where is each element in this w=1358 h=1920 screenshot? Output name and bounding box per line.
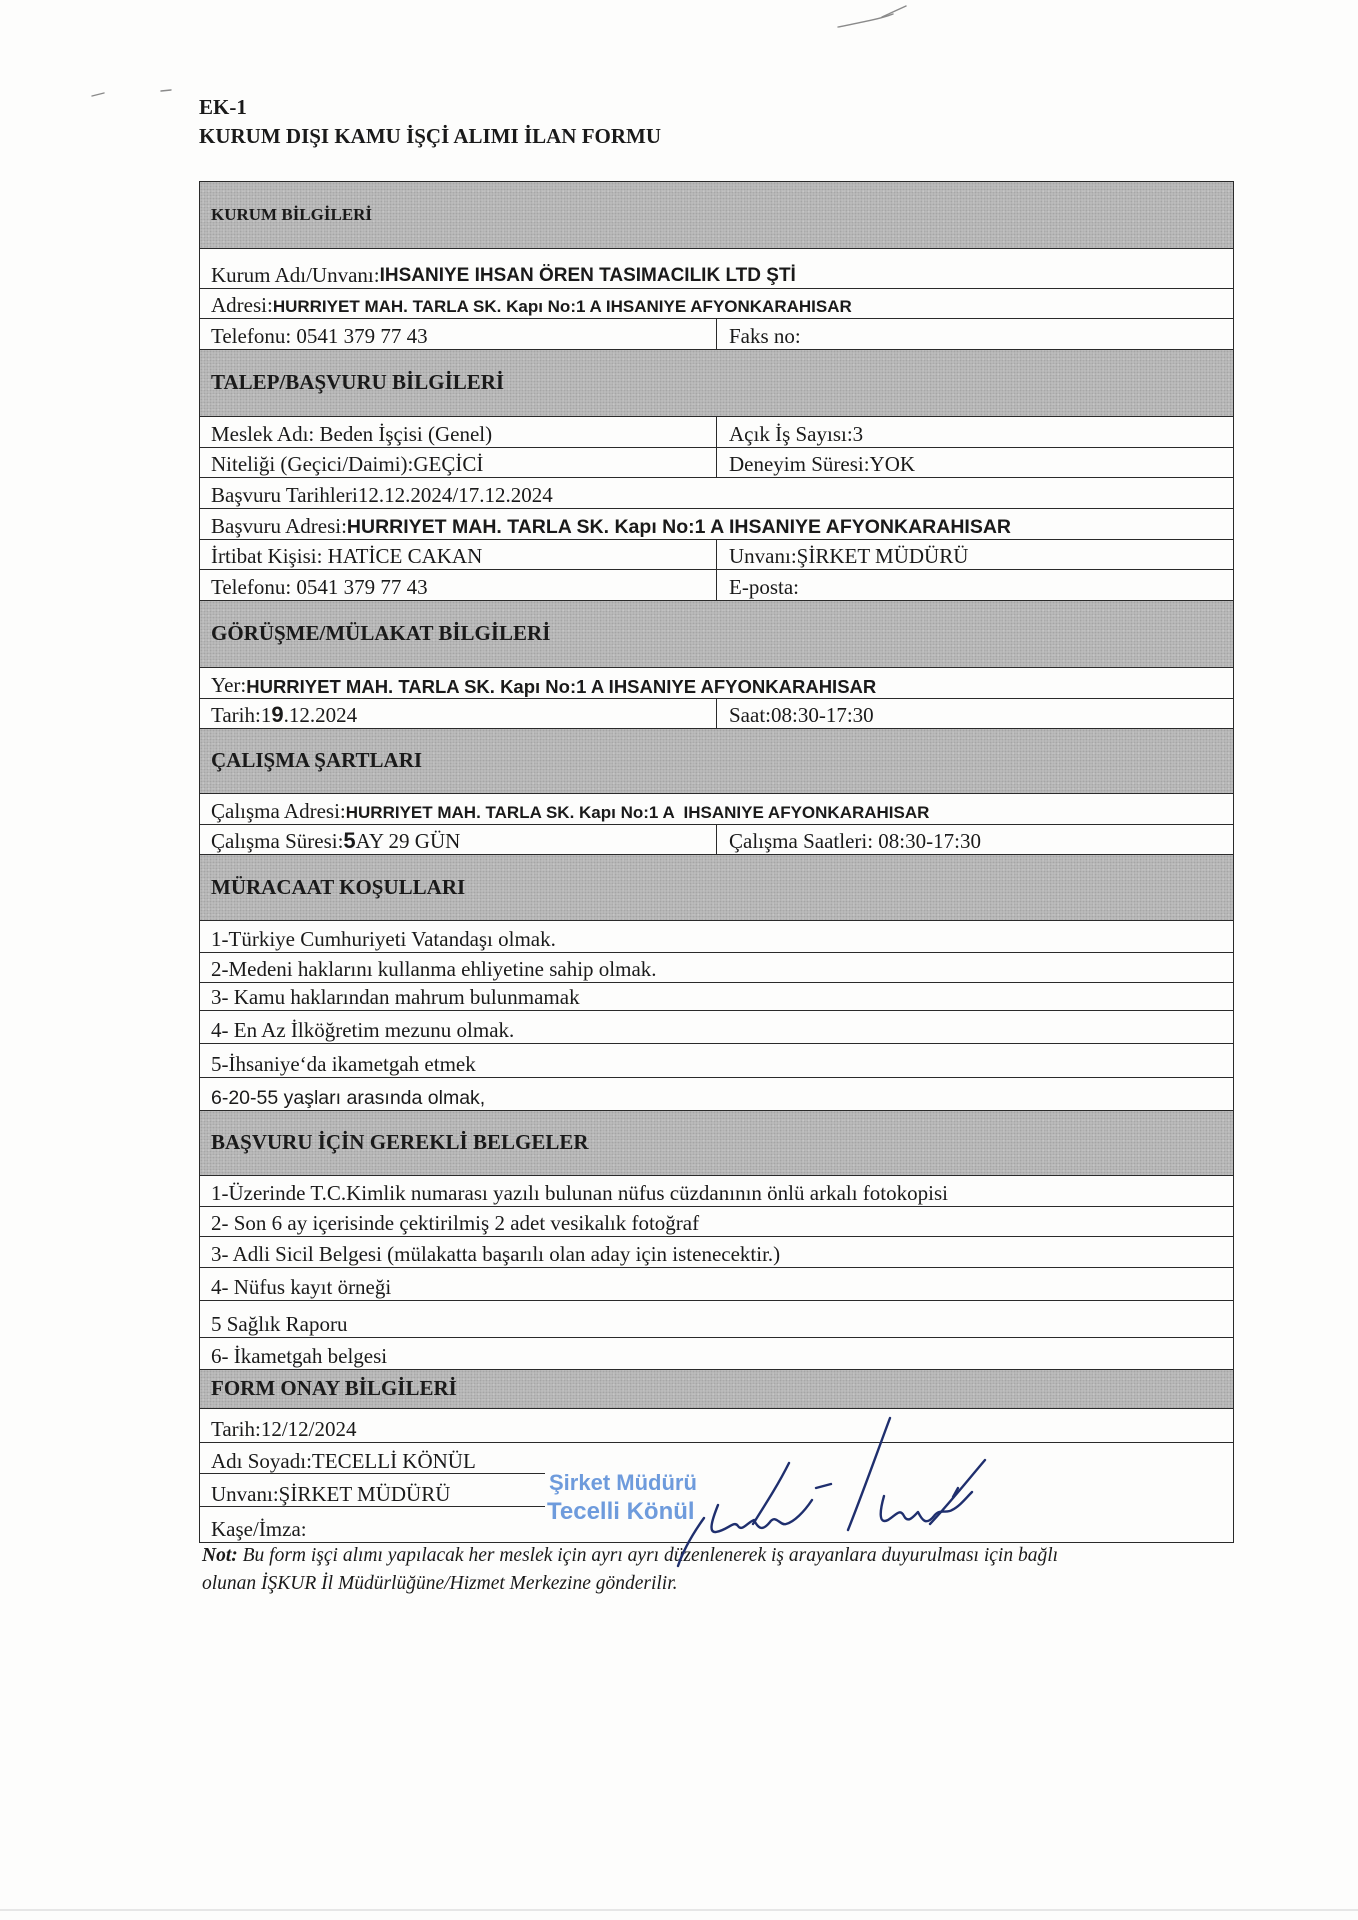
- condition-text: 1-Türkiye Cumhuriyeti Vatandaşı olmak.: [211, 926, 556, 951]
- document-text: 3- Adli Sicil Belgesi (mülakatta başarılı olan aday için istenecektir.): [211, 1241, 781, 1266]
- row-approval-name: [200, 1443, 1233, 1474]
- footnote-line-2: olunan İŞKUR İl Müdürlüğüne/Hizmet Merkezine gönderilir.: [202, 1573, 678, 1594]
- row-contact: [200, 540, 1233, 570]
- condition-item: [200, 983, 1233, 1011]
- footnote-label: Not:: [202, 1545, 238, 1566]
- duration-value: AY 29 GÜN: [355, 828, 461, 853]
- condition-text: 4- En Az İlköğretim mezunu olmak.: [211, 1017, 515, 1042]
- field-email: E-posta:: [729, 574, 799, 599]
- section-header-talep: [200, 350, 1233, 417]
- row-kurum-address: [200, 289, 1233, 319]
- row-interview-place: [200, 668, 1233, 699]
- form-title: KURUM DIŞI KAMU İŞÇİ ALIMI İLAN FORMU: [199, 124, 662, 148]
- condition-item: [200, 1011, 1233, 1044]
- condition-text: 5-İhsaniye‘da ikametgah etmek: [211, 1051, 476, 1076]
- field-approver-name: Adı Soyadı:TECELLİ KÖNÜL: [211, 1448, 476, 1473]
- field-value: HURRIYET MAH. TARLA SK. Kapı No:1 A IHSANIYE AFYONKARAHISAR: [345, 803, 930, 823]
- condition-text: 6-20-55 yaşları arasında olmak,: [211, 1086, 486, 1109]
- field-label: Çalışma Adresi:: [211, 798, 346, 823]
- document-text: 4- Nüfus kayıt örneği: [211, 1274, 392, 1299]
- footnote-text: Bu form işçi alımı yapılacak her meslek için ayrı ayrı düzenlenerek iş arayanlara duyurulması için bağlı: [237, 1545, 1059, 1566]
- section-title: KURUM BİLGİLERİ: [211, 204, 373, 224]
- section-header-belgeler: [200, 1111, 1233, 1176]
- field-contact-person: İrtibat Kişisi: HATİCE CAKAN: [200, 540, 717, 569]
- pen-mark: [161, 90, 171, 91]
- field-interview-date: [200, 699, 717, 728]
- section-header-muracaat: [200, 855, 1233, 921]
- document-text: 1-Üzerinde T.C.Kimlik numarası yazılı bulunan nüfus cüzdanının önlü arkalı fotokopisi: [211, 1180, 948, 1205]
- field-phone: Telefonu: 0541 379 77 43: [200, 319, 717, 349]
- document-text: 2- Son 6 ay içerisinde çektirilmiş 2 adet vesikalık fotoğraf: [211, 1210, 700, 1235]
- section-header-onay: [200, 1370, 1233, 1409]
- section-header-kurum: [200, 182, 1233, 249]
- document-item: [200, 1176, 1233, 1207]
- field-label: Başvuru Adresi:: [211, 513, 347, 538]
- company-stamp-title: Şirket Müdürü: [549, 1470, 697, 1495]
- row-kurum-phone-fax: [200, 319, 1233, 350]
- row-approval-title: [200, 1474, 1233, 1507]
- row-interview-date-time: [200, 699, 1233, 729]
- field-value: HURRIYET MAH. TARLA SK. Kapı No:1 A IHSANIYE AFYONKARAHISAR: [346, 515, 1012, 538]
- row-application-dates: [200, 478, 1233, 509]
- row-nature: [200, 448, 1233, 478]
- field-fax: Faks no:: [729, 323, 801, 348]
- field-label: Adresi:: [211, 292, 273, 317]
- condition-item: [200, 1044, 1233, 1078]
- condition-item: [200, 1078, 1233, 1111]
- document-item: [200, 1207, 1233, 1237]
- row-application-address: [200, 509, 1233, 540]
- field-experience: Deneyim Süresi:YOK: [729, 451, 916, 476]
- duration-label: Çalışma Süresi:: [211, 828, 344, 853]
- document-text: 6- İkametgah belgesi: [211, 1343, 388, 1368]
- field-stamp-signature: Kaşe/İmza:: [211, 1516, 307, 1541]
- section-header-gorusme: [200, 601, 1233, 668]
- field-value: HURRIYET MAH. TARLA SK. Kapı No:1 A IHSANIYE AFYONKARAHISAR: [246, 675, 877, 697]
- field-open-positions: Açık İş Sayısı:3: [729, 421, 864, 446]
- condition-text: 2-Medeni haklarını kullanma ehliyetine sahip olmak.: [211, 956, 657, 981]
- document-item: [200, 1268, 1233, 1301]
- section-title: BAŞVURU İÇİN GEREKLİ BELGELER: [211, 1130, 589, 1155]
- row-stamp-signature: [200, 1507, 1233, 1543]
- section-title: GÖRÜŞME/MÜLAKAT BİLGİLERİ: [211, 621, 551, 646]
- field-work-duration: [200, 825, 717, 854]
- document-item: [200, 1338, 1233, 1370]
- field-nature: Niteliği (Geçici/Daimi):GEÇİCİ: [200, 448, 717, 477]
- condition-item: [200, 921, 1233, 953]
- row-talep-phone-email: [200, 570, 1233, 601]
- pen-mark: [882, 6, 906, 17]
- pen-mark: [92, 93, 104, 96]
- section-title: FORM ONAY BİLGİLERİ: [211, 1376, 457, 1401]
- date-suffix: .12.2024: [283, 702, 358, 727]
- section-header-calisma: [200, 729, 1233, 794]
- row-approval-date: [200, 1409, 1233, 1443]
- field-approval-date: Tarih:12/12/2024: [211, 1416, 357, 1441]
- condition-item: [200, 953, 1233, 983]
- date-prefix: Tarih:1: [211, 702, 272, 727]
- field-value: IHSANIYE IHSAN ÖREN TASIMACILIK LTD ŞTİ: [379, 265, 796, 287]
- row-kurum-name: [200, 249, 1233, 289]
- section-title: MÜRACAAT KOŞULLARI: [211, 874, 466, 899]
- row-profession: [200, 417, 1233, 448]
- footnote-line-1: [202, 1545, 1058, 1567]
- row-work-duration-hours: [200, 825, 1233, 855]
- field-approver-title: Unvanı:ŞİRKET MÜDÜRÜ: [211, 1481, 451, 1506]
- field-label: Kurum Adı/Unvanı:: [211, 262, 380, 287]
- field-phone: Telefonu: 0541 379 77 43: [200, 570, 717, 600]
- document-text: 5 Sağlık Raporu: [211, 1311, 348, 1336]
- condition-text: 3- Kamu haklarından mahrum bulunmamak: [211, 984, 580, 1009]
- field-profession: Meslek Adı: Beden İşçisi (Genel): [200, 417, 717, 447]
- field-work-hours: Çalışma Saatleri: 08:30-17:30: [729, 828, 981, 853]
- field-application-dates: Başvuru Tarihleri12.12.2024/17.12.2024: [211, 482, 553, 507]
- annex-label: EK-1: [199, 95, 247, 119]
- field-value: HURRIYET MAH. TARLA SK. Kapı No:1 A IHSANIYE AFYONKARAHISAR: [272, 297, 852, 317]
- section-title: ÇALIŞMA ŞARTLARI: [211, 748, 423, 773]
- field-contact-title: Unvanı:ŞİRKET MÜDÜRÜ: [729, 543, 969, 568]
- section-title: TALEP/BAŞVURU BİLGİLERİ: [211, 370, 505, 395]
- job-posting-form: [199, 181, 1234, 1543]
- handwritten-correction: 5: [343, 827, 356, 853]
- row-work-address: [200, 794, 1233, 825]
- document-item: [200, 1237, 1233, 1268]
- company-stamp-name: Tecelli Könül: [547, 1498, 695, 1525]
- field-label: Yer:: [211, 672, 247, 697]
- field-interview-time: Saat:08:30-17:30: [729, 702, 874, 727]
- pen-mark: [838, 14, 893, 27]
- handwritten-correction: 9: [271, 701, 284, 727]
- document-item: [200, 1301, 1233, 1338]
